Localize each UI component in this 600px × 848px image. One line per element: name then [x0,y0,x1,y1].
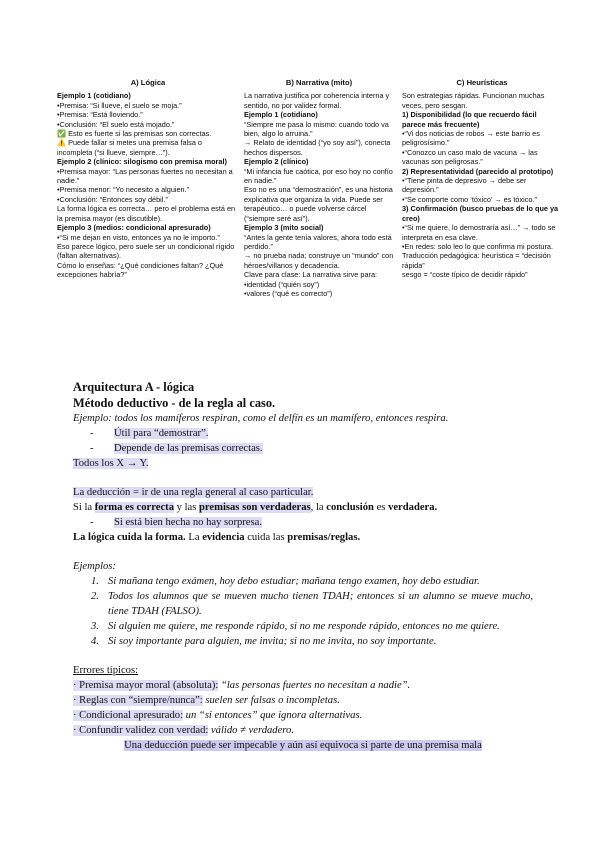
column-lines [244,91,394,298]
note-line: Ejemplo 3 (medios: condicional apresurado) [57,223,211,233]
note-line: •Conclusión: “El suelo está mojado.” [57,119,175,129]
note-line: ✅ Esto es fuerte si las premisas son correctas. [57,129,212,139]
note-line: Ejemplo 2 (clínico) [244,157,309,167]
example-sentence: Ejemplo: todos los mamíferos respiran, como el delfín es un mamífero, entonces respira. [73,413,449,424]
errors-heading: Errores típicos: [73,665,139,676]
notes-column-narrative [244,78,394,333]
page-title: Arquitectura A - lógica [73,380,195,394]
examples-list [73,574,533,649]
all-x-line: Todos los X → Y. [73,458,149,469]
note-line: •“Si me dejan en visto, entonces ya no le importo.” [57,232,220,242]
logic-line: La lógica cuida la forma. La evidencia cuida las premisas/reglas. [73,532,361,543]
bullet-item: - Depende de las premisas correctas. [90,443,263,454]
closing-statement: Una deducción puede ser impecable y aún así equivoca si parte de una premisa mala [124,740,482,751]
note-line: •“Vi dos noticias de robos → este barrio es peligrosísimo.” [402,129,540,148]
note-line: “Mi infancia fue caótica, por eso hoy no confío en nadie.” [244,166,393,186]
note-line: •Premisa: “Está lloviendo.” [57,110,143,120]
list-item: 3. Si alguien me quiere, me responde rápido, si no me responde rápido, entonces no me quiere. [91,621,500,632]
section-subtitle: Método deductivo - de la regla al caso. [73,395,276,410]
error-item: · Reglas con “siempre/nunca”: suelen ser falsas o incompletas. [73,695,340,706]
note-line: Eso parece lógico, pero suele ser un condicional rígido (faltan alternativas). [57,241,235,261]
note-line: Traducción pedagógica: heurística = “decisión rápida” [402,251,551,270]
note-line: •“Conozco un caso malo de vacuna → las vacunas son peligrosas.” [402,147,538,167]
error-item: · Confundir validez con verdad: válido ≠ verdadero. [73,725,294,736]
note-line: sesgo = “coste típico de decidir rápido” [402,270,528,280]
note-line: La forma lógica es correcta… pero el problema está en la premisa mayor (es discutible). [57,204,236,223]
note-line: •“Si me quiere, lo demostraría así…” → todo se interpreta en esa clave. [402,223,556,242]
notes-column-heuristics [402,78,562,333]
note-line: Clave para clase: La narrativa sirve para: [244,270,378,280]
note-line: •En redes: solo leo lo que confirma mi postura. [402,241,554,251]
error-item: · Premisa mayor moral (absoluta): “las personas fuertes no necesitan a nadie”. [73,680,411,691]
note-line: Ejemplo 1 (cotidiano) [244,110,318,120]
note-line: “Siempre me pasa lo mismo: cuando todo va bien, algo lo arruina.” [244,119,389,139]
note-line: ⚠️ Puede fallar si metes una premisa falsa o incompleta (“si llueve, siempre…”). [57,138,202,157]
note-line: •“Tiene pinta de depresivo → debe ser depresión.” [402,176,527,195]
note-line: La narrativa justifica por coherencia interna y sentido, no por validez formal. [244,91,390,110]
column-lines [402,91,562,279]
note-line: → Relato de identidad (“yo soy así”), conecta hechos dispersos. [244,138,391,157]
note-line: Ejemplo 2 (clínico: silogismo con premisa moral) [57,157,227,167]
error-item: · Condicional apresurado: un “si entonces” que ignora alternativas. [73,710,363,721]
column-header: B) Narrativa (mito) [285,78,353,87]
note-line: •valores (“qué es correcto”) [244,288,333,298]
note-line: •Premisa mayor: “Las personas fuertes no necesitan a nadie.” [57,166,233,186]
column-header: A) Lógica [130,78,166,87]
list-item: 2. Todos los alumnos que se mueven mucho tienen TDAH; entonces si un alumno se mueve mucho, tiene TDAH (FALSO). [91,591,533,617]
document-body [73,380,533,753]
note-line: •Premisa: “Si llueve, el suelo se moja.” [57,100,182,110]
note-line: “Antes la gente tenía valores, ahora todo está perdido.” [244,232,392,251]
note-line: •identidad (“quién soy”) [244,279,320,289]
note-line: Cómo lo enseñas: “¿Qué condiciones faltan? ¿Qué excepciones habría?” [57,260,224,280]
note-line: •“Se comporte como ‘tóxico’ → es tóxico.” [402,194,537,204]
note-line: •Premisa menor: “Yo necesito a alguien.” [57,185,190,195]
bullet-item: - Útil para “demostrar”. [90,428,209,439]
note-line: •Conclusión: “Entonces soy débil.” [57,194,168,204]
deduction-line: La deducción = ir de una regla general al caso particular. [73,487,314,498]
note-line: 2) Representatividad (parecido al prototipo) [402,166,554,176]
note-line: Ejemplo 3 (mito social) [244,223,324,233]
notes-column-logic [57,78,239,333]
list-item: 4. Si soy importante para alguien, me invita; si no me invita, no soy importante. [91,636,437,647]
column-header: C) Heurísticas [456,78,508,87]
note-line: 1) Disponibilidad (lo que recuerdo fácil parece más frecuente) [402,110,537,129]
form-line: Si la forma es correcta y las premisas son verdaderas, la conclusión es verdadera. [73,502,438,513]
bullet-item: - Si está bien hecha no hay sorpresa. [90,517,262,528]
note-line: Son estrategias rápidas. Funcionan muchas veces, pero sesgan. [402,91,545,110]
note-line: Eso no es una “demostración”, es una historia explicativa que organiza la vida. Puede ser terapéutico… o puede volverse cárcel (“siempre seré así”). [244,185,393,223]
note-line: Ejemplo 1 (cotidiano) [57,91,131,101]
note-line: → no prueba nada; construye un “mundo” con héroes/villanos y decadencia. [244,251,394,270]
list-item: 1. Si mañana tengo exámen, hoy debo estudiar; mañana tengo examen, hoy debo estudiar. [91,576,480,587]
column-lines [57,91,239,279]
examples-heading: Ejemplos: [73,561,116,572]
note-line: 3) Confirmación (busco pruebas de lo que ya creo) [402,204,559,223]
